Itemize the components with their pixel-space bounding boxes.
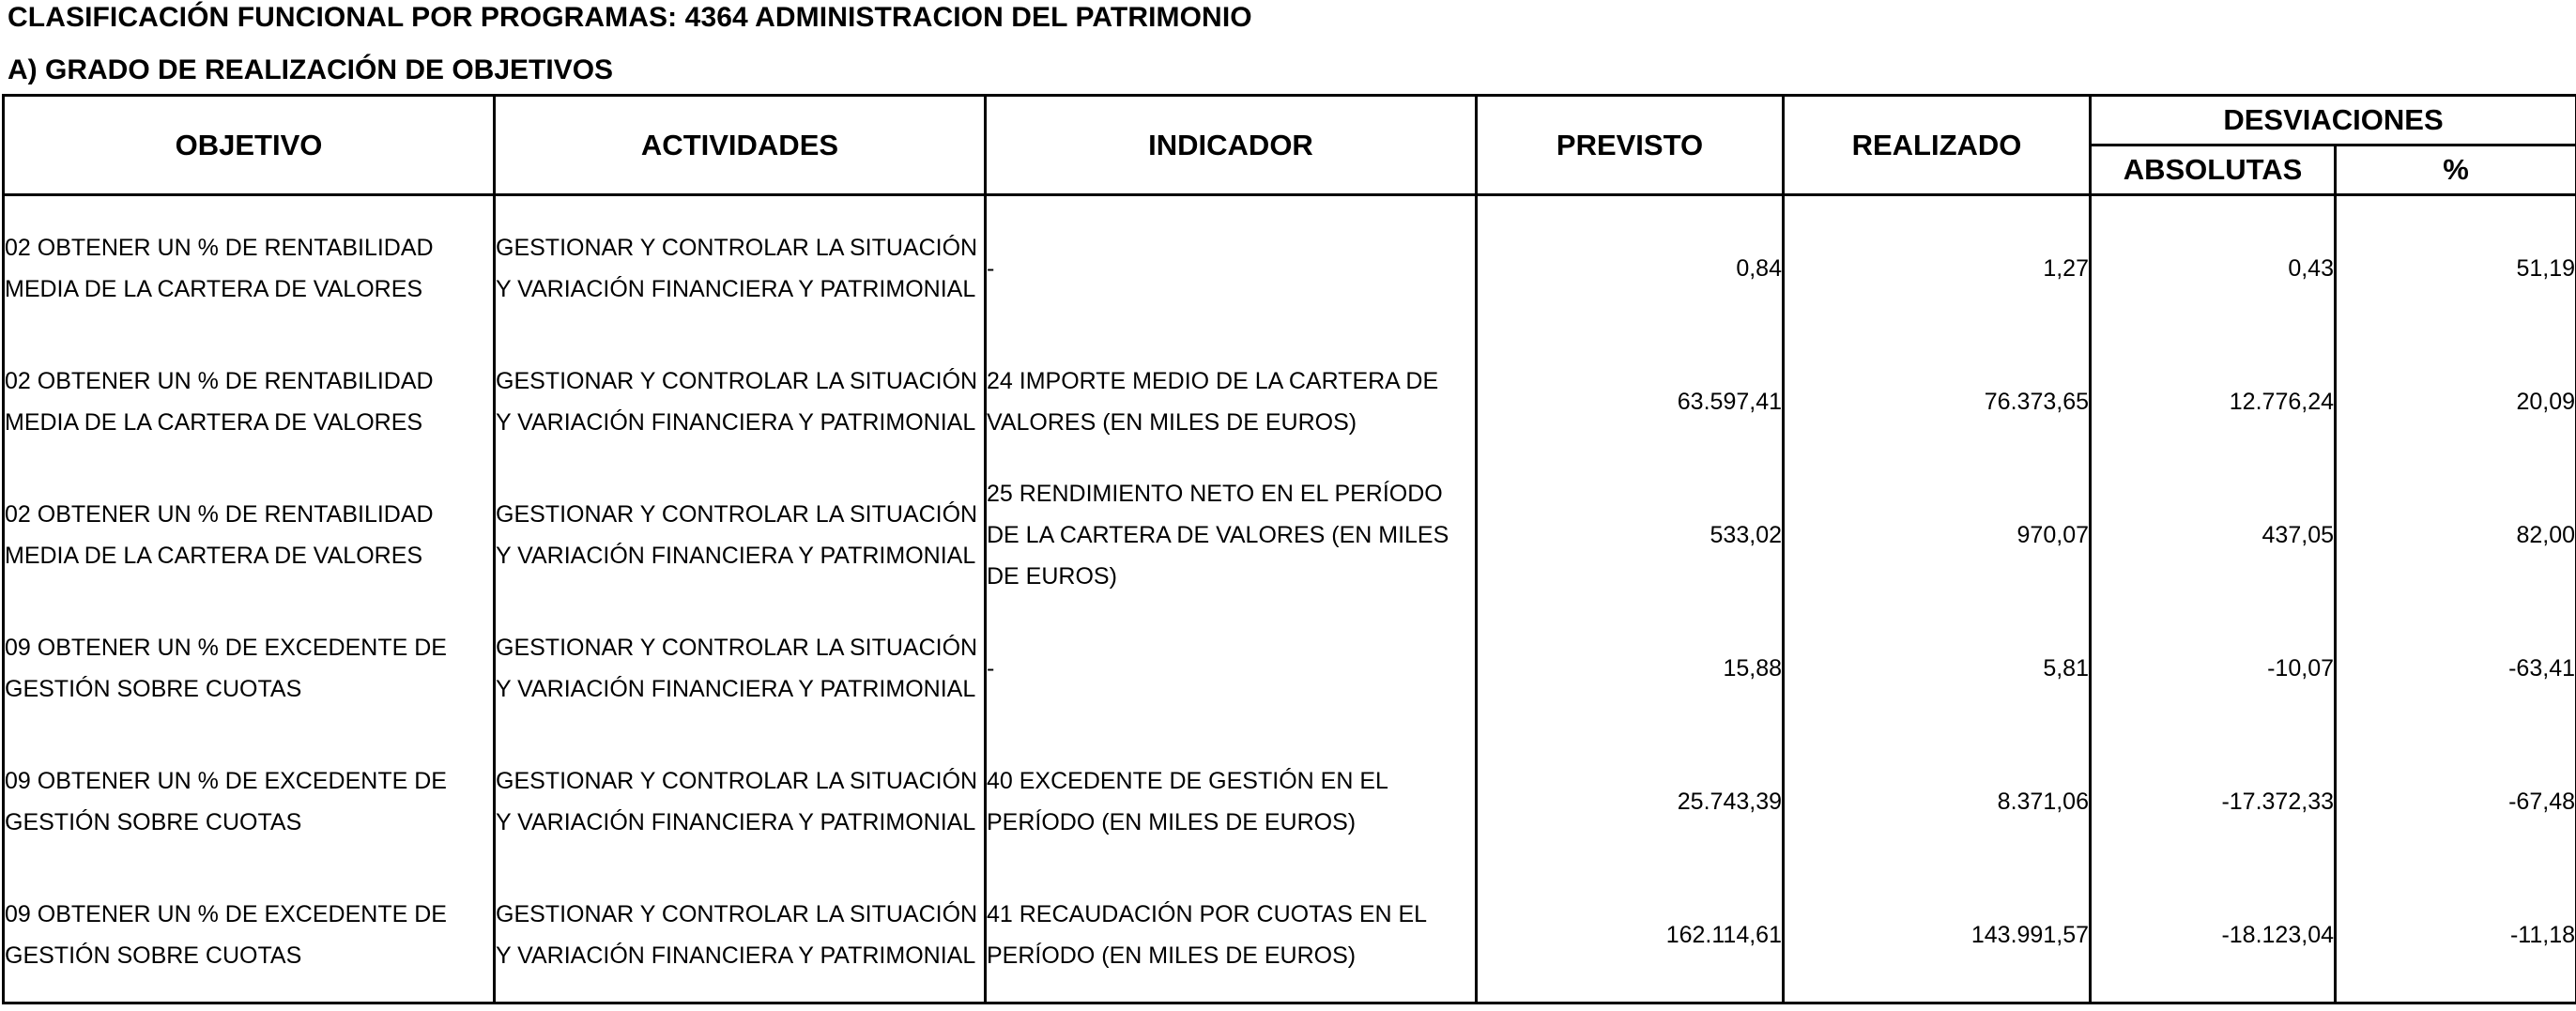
cell-actividades: GESTIONAR Y CONTROLAR LA SITUACIÓN Y VARIACIÓN FINANCIERA Y PATRIMONIAL (495, 735, 986, 868)
cell-realizado: 143.991,57 (1784, 868, 2091, 1003)
table-row (4, 335, 2576, 468)
report-title: CLASIFICACIÓN FUNCIONAL POR PROGRAMAS: 4364 ADMINISTRACION DEL PATRIMONIO (8, 2, 1252, 33)
cell-absolutas: 437,05 (2091, 468, 2336, 602)
cell-indicador: 41 RECAUDACIÓN POR CUOTAS EN EL PERÍODO (EN MILES DE EUROS) (986, 868, 1477, 1003)
cell-indicador: - (986, 602, 1477, 735)
cell-porcentaje: -11,18 (2336, 868, 2576, 1003)
cell-objetivo: 09 OBTENER UN % DE EXCEDENTE DE GESTIÓN SOBRE CUOTAS (4, 602, 495, 735)
column-header-indicador: INDICADOR (986, 96, 1477, 195)
table-row (4, 868, 2576, 1003)
cell-previsto: 0,84 (1477, 195, 1784, 336)
cell-indicador: - (986, 195, 1477, 336)
cell-objetivo: 09 OBTENER UN % DE EXCEDENTE DE GESTIÓN SOBRE CUOTAS (4, 735, 495, 868)
cell-indicador: 40 EXCEDENTE DE GESTIÓN EN EL PERÍODO (EN MILES DE EUROS) (986, 735, 1477, 868)
cell-porcentaje: 20,09 (2336, 335, 2576, 468)
cell-porcentaje: 51,19 (2336, 195, 2576, 336)
cell-previsto: 63.597,41 (1477, 335, 1784, 468)
cell-absolutas: 0,43 (2091, 195, 2336, 336)
cell-porcentaje: -63,41 (2336, 602, 2576, 735)
cell-actividades: GESTIONAR Y CONTROLAR LA SITUACIÓN Y VARIACIÓN FINANCIERA Y PATRIMONIAL (495, 195, 986, 336)
cell-absolutas: 12.776,24 (2091, 335, 2336, 468)
cell-actividades: GESTIONAR Y CONTROLAR LA SITUACIÓN Y VARIACIÓN FINANCIERA Y PATRIMONIAL (495, 602, 986, 735)
column-header-realizado: REALIZADO (1784, 96, 2091, 195)
objectives-table (2, 94, 2576, 1004)
cell-porcentaje: 82,00 (2336, 468, 2576, 602)
cell-absolutas: -10,07 (2091, 602, 2336, 735)
table-row (4, 735, 2576, 868)
cell-realizado: 1,27 (1784, 195, 2091, 336)
section-subtitle: A) GRADO DE REALIZACIÓN DE OBJETIVOS (8, 54, 614, 85)
cell-absolutas: -17.372,33 (2091, 735, 2336, 868)
column-header-absolutas: ABSOLUTAS (2091, 146, 2336, 195)
column-header-previsto: PREVISTO (1477, 96, 1784, 195)
cell-realizado: 76.373,65 (1784, 335, 2091, 468)
cell-realizado: 8.371,06 (1784, 735, 2091, 868)
cell-indicador: 25 RENDIMIENTO NETO EN EL PERÍODO DE LA CARTERA DE VALORES (EN MILES DE EUROS) (986, 468, 1477, 602)
cell-actividades: GESTIONAR Y CONTROLAR LA SITUACIÓN Y VARIACIÓN FINANCIERA Y PATRIMONIAL (495, 468, 986, 602)
cell-realizado: 5,81 (1784, 602, 2091, 735)
column-header-actividades: ACTIVIDADES (495, 96, 986, 195)
cell-previsto: 533,02 (1477, 468, 1784, 602)
table-row (4, 602, 2576, 735)
cell-absolutas: -18.123,04 (2091, 868, 2336, 1003)
cell-objetivo: 02 OBTENER UN % DE RENTABILIDAD MEDIA DE LA CARTERA DE VALORES (4, 335, 495, 468)
column-header-objetivo: OBJETIVO (4, 96, 495, 195)
table-row (4, 468, 2576, 602)
table-row (4, 195, 2576, 336)
cell-objetivo: 09 OBTENER UN % DE EXCEDENTE DE GESTIÓN SOBRE CUOTAS (4, 868, 495, 1003)
cell-objetivo: 02 OBTENER UN % DE RENTABILIDAD MEDIA DE LA CARTERA DE VALORES (4, 195, 495, 336)
cell-actividades: GESTIONAR Y CONTROLAR LA SITUACIÓN Y VARIACIÓN FINANCIERA Y PATRIMONIAL (495, 868, 986, 1003)
table-body (4, 195, 2576, 1003)
column-header-desviaciones: DESVIACIONES (2091, 96, 2576, 146)
cell-previsto: 162.114,61 (1477, 868, 1784, 1003)
table-header (4, 96, 2576, 195)
cell-objetivo: 02 OBTENER UN % DE RENTABILIDAD MEDIA DE LA CARTERA DE VALORES (4, 468, 495, 602)
cell-indicador: 24 IMPORTE MEDIO DE LA CARTERA DE VALORES (EN MILES DE EUROS) (986, 335, 1477, 468)
cell-porcentaje: -67,48 (2336, 735, 2576, 868)
cell-realizado: 970,07 (1784, 468, 2091, 602)
column-header-porcentaje: % (2336, 146, 2576, 195)
cell-previsto: 15,88 (1477, 602, 1784, 735)
cell-previsto: 25.743,39 (1477, 735, 1784, 868)
cell-actividades: GESTIONAR Y CONTROLAR LA SITUACIÓN Y VARIACIÓN FINANCIERA Y PATRIMONIAL (495, 335, 986, 468)
